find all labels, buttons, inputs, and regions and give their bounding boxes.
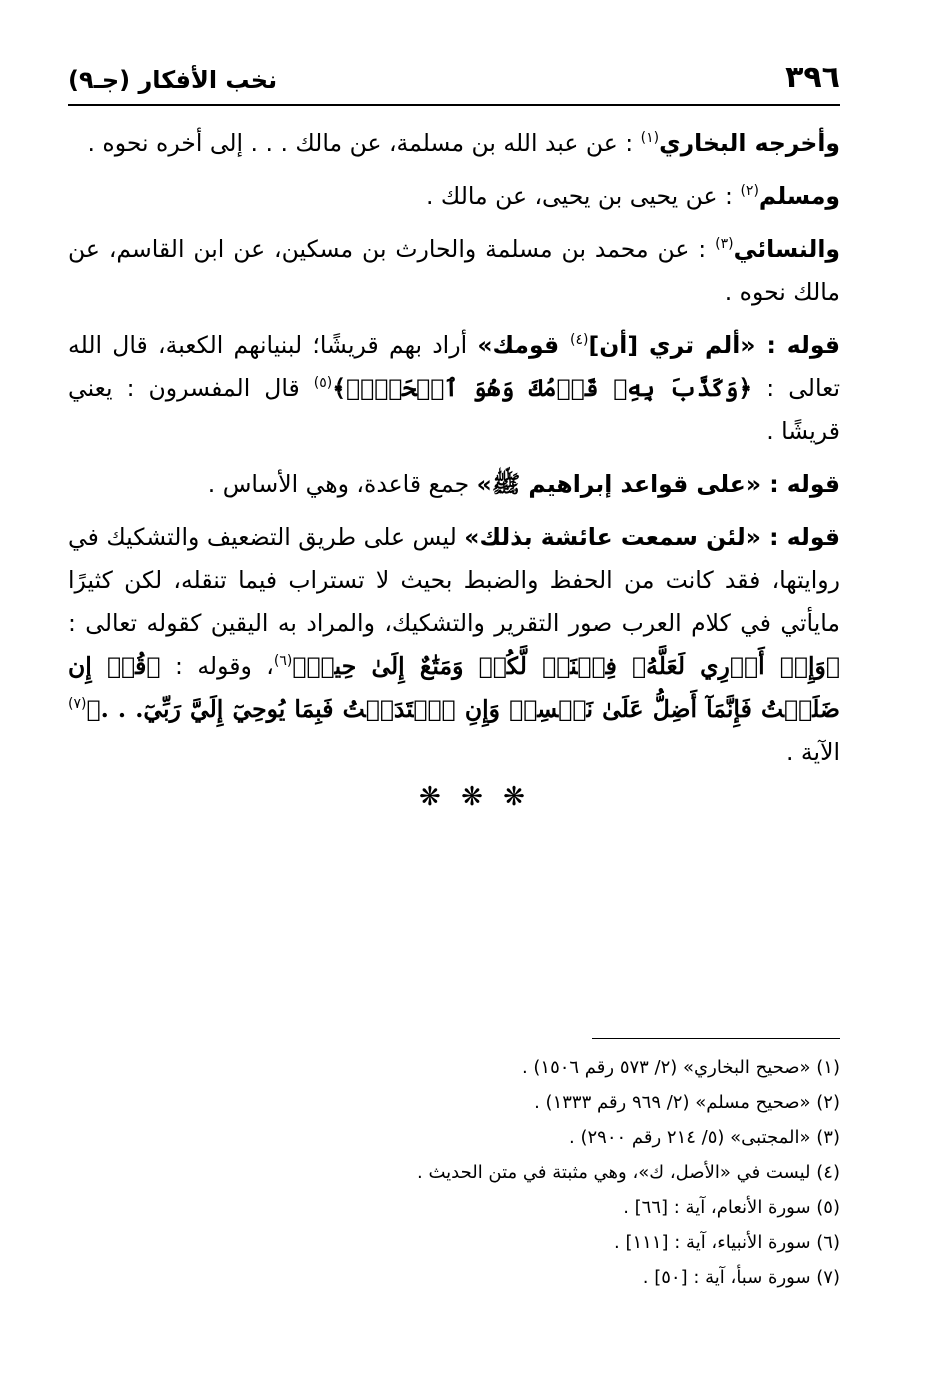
hadith-quote-cont: قومك» <box>477 331 571 359</box>
paragraph-text: : عن عبد الله بن مسلمة، عن مالك . . . إلى أخره نحوه . <box>87 129 641 157</box>
commentary-lead: قوله : <box>761 470 840 498</box>
footnote-ref[interactable]: (١) <box>640 130 660 147</box>
main-text <box>68 122 840 784</box>
source-name: ومسلم <box>758 182 840 210</box>
footnote-item: (١) «صحيح البخاري» (٢/ ٥٧٣ رقم ١٥٠٦) . <box>521 1057 840 1078</box>
footnote-item: (٥) سورة الأنعام، آية : [٦٦] . <box>623 1197 840 1218</box>
footnote-item: (٣) «المجتبى» (٥/ ٢١٤ رقم ٢٩٠٠) . <box>569 1127 840 1148</box>
page-number: ٣٩٦ <box>785 60 840 95</box>
source-name: والنسائي <box>733 235 840 263</box>
section-separator: ❋ ❋ ❋ <box>419 782 531 812</box>
quran-verse: ﴿وَكَذَّبَ بِهِۦ قَوۡمُكَ وَهُوَ ٱلۡحَقُّۚ﴾ <box>332 374 753 402</box>
paragraph-text: : عن يحيى بن يحيى، عن مالك . <box>425 182 741 210</box>
quran-verse: ﴿وَإِنۡ أَدۡرِي لَعَلَّهُۥ فِتۡنَةٞ لَّكُمۡ وَمَتَٰعٌ إِلَىٰ حِينٖ﴾ <box>292 652 840 680</box>
paragraph-bukhari <box>68 122 840 165</box>
commentary-lead: قوله : <box>760 523 840 551</box>
paragraph-text: : عن محمد بن مسلمة والحارث بن مسكين، عن ابن القاسم، عن مالك نحوه . <box>68 235 840 306</box>
paragraph-muslim <box>68 175 840 218</box>
commentary-text: ليس على طريق التضعيف والتشكيك في روايتها، فقد كانت من الحفظ والضبط بحيث لا تستراب فيما تنقله، لكن كثيرًا مايأتي في كلام العرب صور التقرير والتشكيك، والمراد به اليقين كقوله تعالى : <box>68 523 840 637</box>
paragraph-nasai <box>68 228 840 314</box>
footnote-ref[interactable]: (٦) <box>273 653 293 670</box>
commentary-text: ، وقوله : <box>160 652 274 680</box>
footnote-ref[interactable]: (٣) <box>715 236 734 253</box>
footnote-item: (٤) ليست في «الأصل، ك»، وهي مثبتة في متن الحديث . <box>417 1162 840 1183</box>
hadith-quote: «لئن سمعت عائشة بذلك» <box>464 523 761 551</box>
paragraph-commentary-qawaid <box>68 463 840 506</box>
commentary-text: أراد بهم قريشًا؛ لبنيانهم الكعبة، قال الله تعالى : <box>68 331 840 402</box>
footnotes-list <box>68 1050 840 1295</box>
source-name: وأخرجه البخاري <box>659 129 840 157</box>
footnote-ref[interactable]: (٤) <box>570 332 589 349</box>
footnote-item: (٢) «صحيح مسلم» (٢/ ٩٦٩ رقم ١٣٣٣) . <box>534 1092 840 1113</box>
commentary-text: قال المفسرون : يعني قريشًا . <box>68 374 840 445</box>
paragraph-commentary-qawmuk <box>68 324 840 453</box>
footnote-ref[interactable]: (٢) <box>740 183 759 200</box>
hadith-quote: «ألم تري [أن] <box>588 331 756 359</box>
paragraph-commentary-aisha <box>68 516 840 774</box>
book-title: نخب الأفكار (جـ٩) <box>68 66 278 94</box>
footnote-ref[interactable]: (٧) <box>68 696 87 713</box>
footnote-divider <box>592 1038 840 1039</box>
commentary-lead: قوله : <box>755 331 840 359</box>
quran-verse: ﴿قُلۡ إِن ضَلَلۡتُ فَإِنَّمَآ أَضِلُّ عَلَىٰ نَفۡسِيۖ وَإِنِ ٱهۡتَدَيۡتُ فَبِمَا يُوحِيٓ إِلَيَّ رَبِّيٓ. . .﴾ <box>68 652 840 723</box>
footnote-item: (٦) سورة الأنبياء، آية : [١١١] . <box>614 1232 840 1253</box>
running-header <box>68 58 840 106</box>
commentary-text: جمع قاعدة، وهي الأساس . <box>207 470 477 498</box>
footnote-item: (٧) سورة سبأ، آية : [٥٠] . <box>642 1267 840 1288</box>
hadith-quote: «على قواعد إبراهيم ﷺ» <box>476 470 762 498</box>
footnote-ref[interactable]: (٥) <box>313 375 333 392</box>
commentary-text: الآية . <box>785 738 840 766</box>
